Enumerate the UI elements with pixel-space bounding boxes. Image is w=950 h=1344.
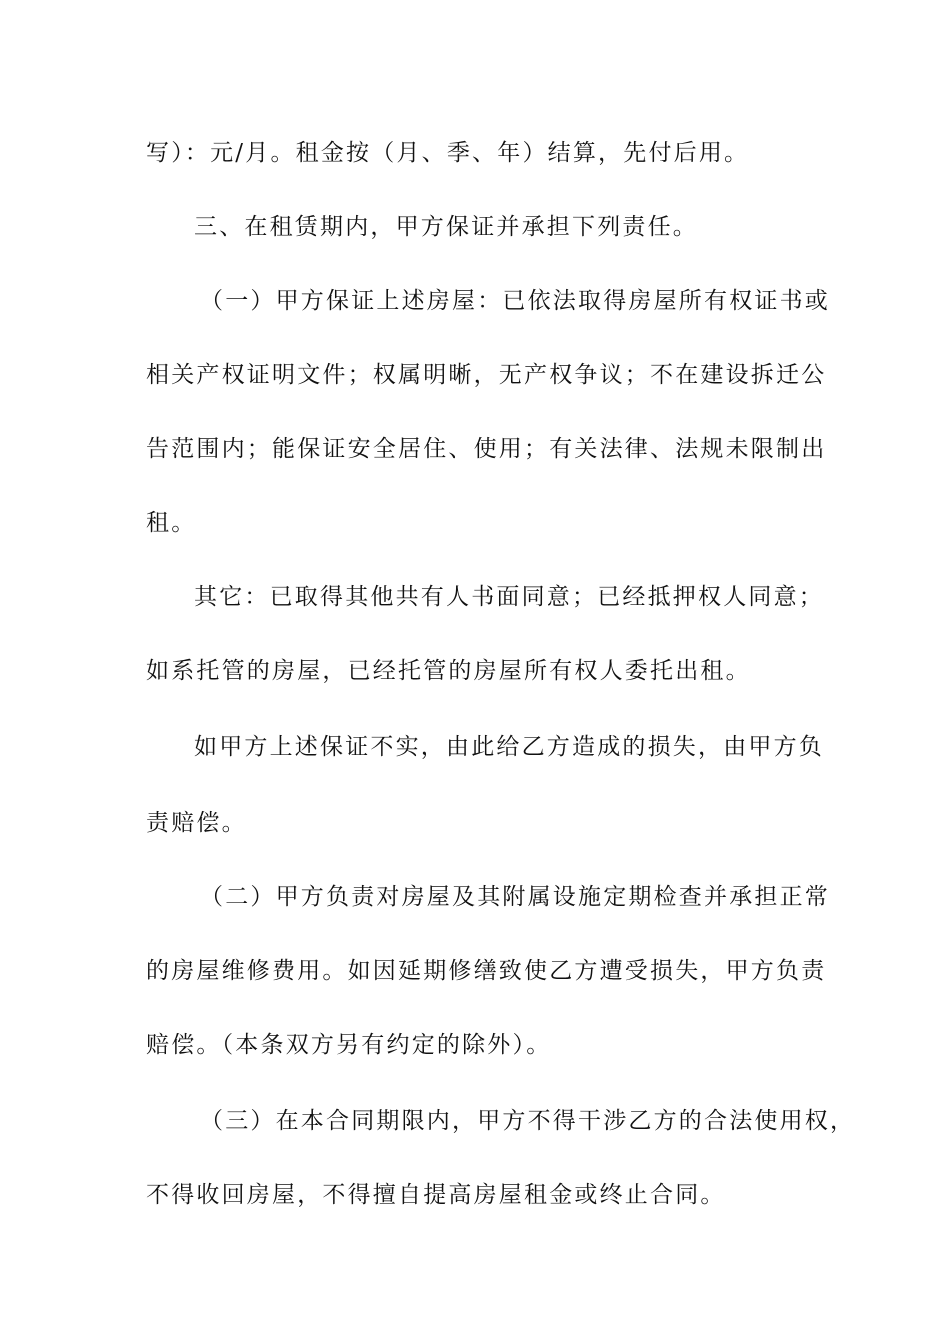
text-line-7: 其它：已取得其他共有人书面同意；已经抵押权人同意； bbox=[194, 584, 824, 610]
text-line-13: 赔偿。（本条双方另有约定的除外）。 bbox=[146, 1032, 552, 1058]
text-line-5: 告范围内；能保证安全居住、使用；有关法律、法规未限制出 bbox=[146, 436, 827, 462]
text-line-4: 相关产权证明文件；权属明晰，无产权争议；不在建设拆迁公 bbox=[146, 362, 827, 388]
text-line-11: （二）甲方负责对房屋及其附属设施定期检查并承担正常 bbox=[200, 884, 830, 910]
text-line-6: 租。 bbox=[146, 510, 197, 536]
text-line-10: 责赔偿。 bbox=[146, 810, 247, 836]
text-line-12: 的房屋维修费用。如因延期修缮致使乙方遭受损失，甲方负责 bbox=[146, 958, 827, 984]
text-line-2: 三、在租赁期内，甲方保证并承担下列责任。 bbox=[194, 214, 698, 240]
text-line-1: 写）：元/月。租金按（月、季、年）结算，先付后用。 bbox=[146, 140, 750, 166]
text-line-15: 不得收回房屋，不得擅自提高房屋租金或终止合同。 bbox=[146, 1182, 726, 1208]
text-line-8: 如系托管的房屋，已经托管的房屋所有权人委托出租。 bbox=[146, 658, 751, 684]
text-line-9: 如甲方上述保证不实，由此给乙方造成的损失，由甲方负 bbox=[194, 734, 824, 760]
text-line-3: （一）甲方保证上述房屋：已依法取得房屋所有权证书或 bbox=[200, 288, 830, 314]
text-line-14: （三）在本合同期限内，甲方不得干涉乙方的合法使用权， bbox=[200, 1108, 856, 1134]
